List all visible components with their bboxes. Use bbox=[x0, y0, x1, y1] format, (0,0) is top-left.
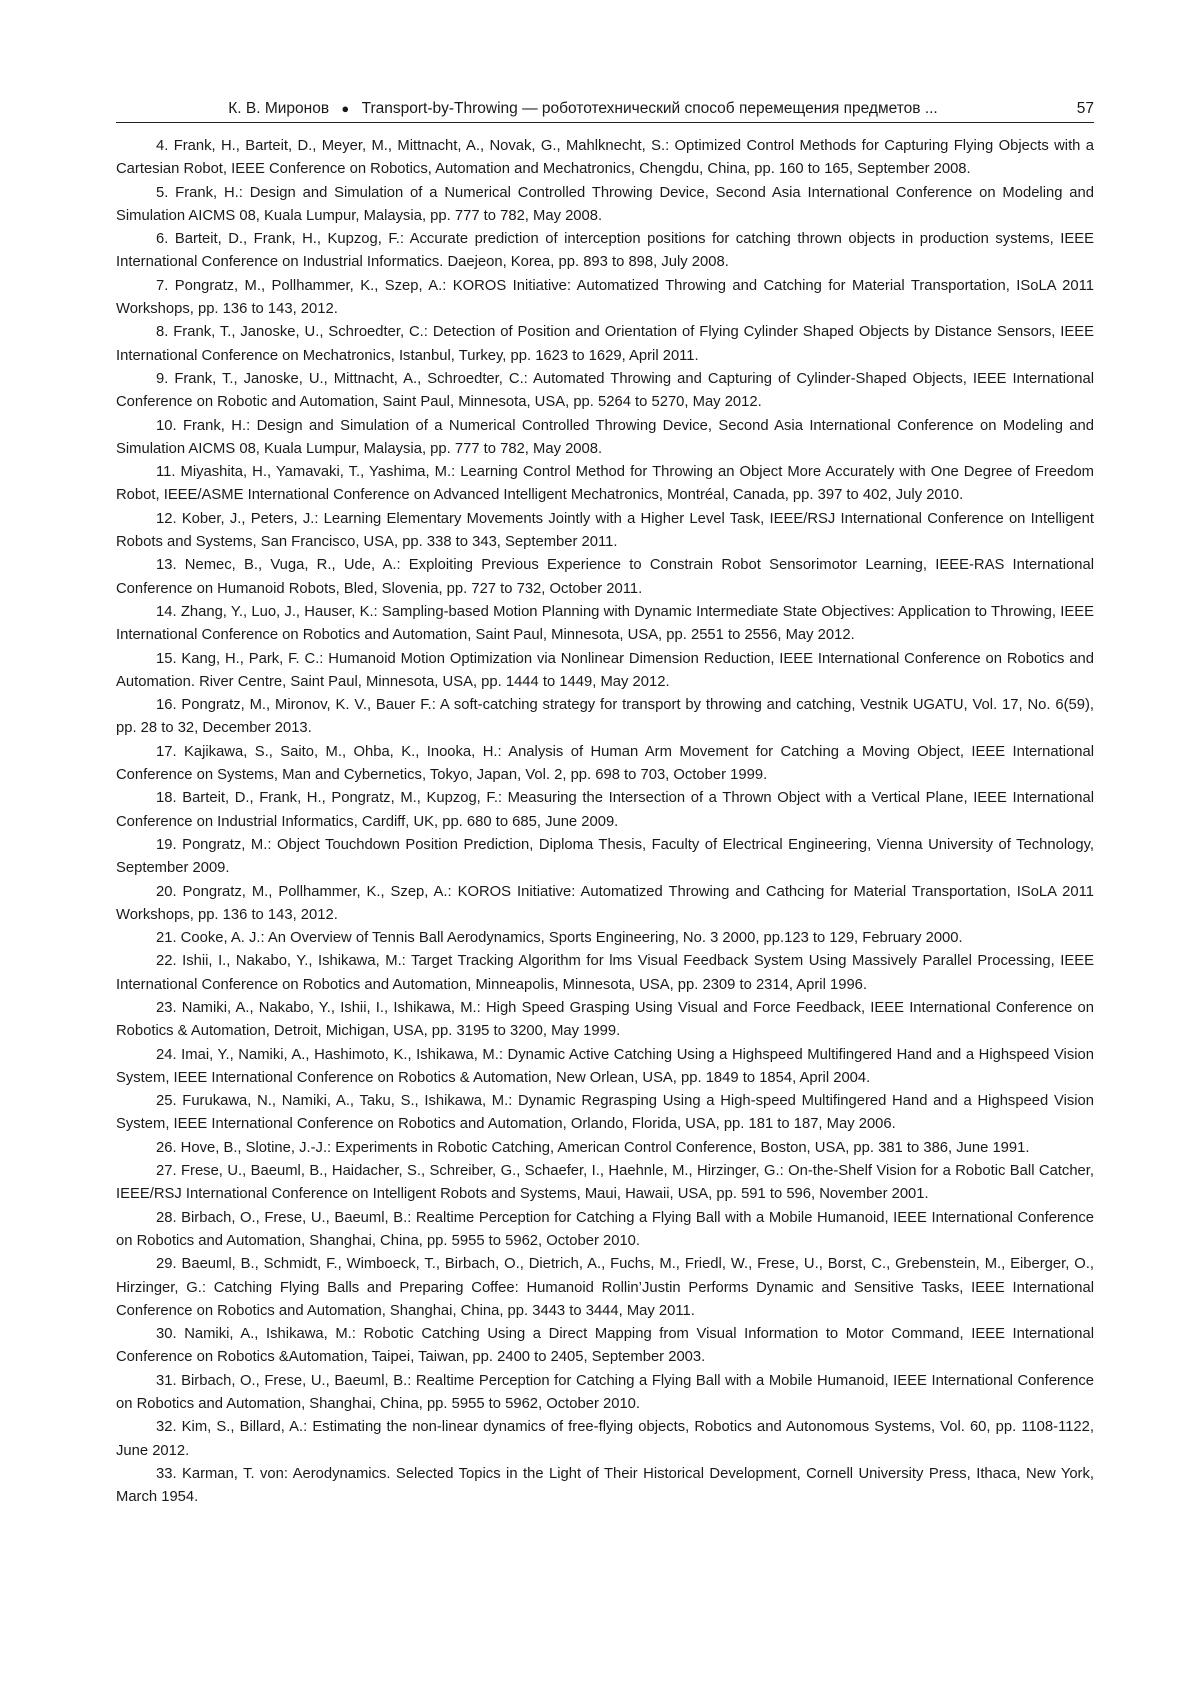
running-header bbox=[116, 98, 1094, 123]
reference-item: 29. Baeuml, B., Schmidt, F., Wimboeck, T., Birbach, O., Dietrich, A., Fuchs, M., Friedl, W., Frese, U., Borst, C., Grebenstein, M., Eiberger, O., Hirzinger, G.: Catching Flying Balls and Preparing Coffee: Humanoid Rollin’Justin Performs Dynamic and Sensitive Tasks, IEEE International Conference on Robotics and Automation, Shanghai, China, pp. 3443 to 3444, May 2011. bbox=[116, 1256, 1094, 1319]
header-bullet: ● bbox=[341, 101, 350, 116]
reference-list bbox=[116, 135, 1094, 1510]
reference-item: 26. Hove, B., Slotine, J.-J.: Experiments in Robotic Catching, American Control Conference, Boston, USA, pp. 381 to 386, June 1991. bbox=[156, 1139, 1030, 1156]
reference-item: 23. Namiki, A., Nakabo, Y., Ishii, I., Ishikawa, M.: High Speed Grasping Using Visual and Force Feedback, IEEE International Conference on Robotics & Automation, Detroit, Michigan, USA, pp. 3195 to 3200, May 1999. bbox=[116, 999, 1094, 1040]
header-title: Transport-by-Throwing — робототехнический способ перемещения предметов ... bbox=[361, 100, 938, 117]
reference-item: 5. Frank, H.: Design and Simulation of a Numerical Controlled Throwing Device, Second Asia International Conference on Modeling and Simulation AICMS 08, Kuala Lumpur, Malaysia, pp. 777 to 782, May 2008. bbox=[116, 184, 1094, 224]
reference-item: 6. Barteit, D., Frank, H., Kupzog, F.: Accurate prediction of interception positions for catching thrown objects in production systems, IEEE International Conference on Industrial Informatics. Daejeon, Korea, pp. 893 to 898, July 2008. bbox=[116, 231, 1094, 271]
reference-item: 19. Pongratz, M.: Object Touchdown Position Prediction, Diploma Thesis, Faculty of Electrical Engineering, Vienna University of Technology, September 2009. bbox=[116, 836, 1094, 877]
reference-item: 24. Imai, Y., Namiki, A., Hashimoto, K., Ishikawa, M.: Dynamic Active Catching Using a Highspeed Multifingered Hand and a Highspeed Vision System, IEEE International Conference on Robotics & Automation, New Orlean, USA, pp. 1849 to 1854, April 2004. bbox=[116, 1046, 1094, 1086]
reference-item: 30. Namiki, A., Ishikawa, M.: Robotic Catching Using a Direct Mapping from Visual Information to Motor Command, IEEE International Conference on Robotics &Automation, Taipei, Taiwan, pp. 2400 to 2405, September 2003. bbox=[116, 1326, 1094, 1366]
reference-item: 11. Miyashita, H., Yamavaki, T., Yashima, M.: Learning Control Method for Throwing an Object More Accurately with One Degree of Freedom Robot, IEEE/ASME International Conference on Advanced Intelligent Mechatronics, Montréal, Canada, pp. 397 to 402, July 2010. bbox=[116, 464, 1094, 504]
reference-item: 9. Frank, T., Janoske, U., Mittnacht, A., Schroedter, C.: Automated Throwing and Capturing of Cylinder-Shaped Objects, IEEE International Conference on Robotic and Automation, Saint Paul, Minnesota, USA, pp. 5264 to 5270, May 2012. bbox=[116, 370, 1094, 411]
journal-page bbox=[116, 98, 1094, 1510]
reference-item: 20. Pongratz, M., Pollhammer, K., Szep, A.: KOROS Initiative: Automatized Throwing and Cathcing for Material Transportation, ISoLA 2011 Workshops, pp. 136 to 143, 2012. bbox=[116, 883, 1094, 923]
page-number: 57 bbox=[1076, 100, 1094, 117]
reference-item: 7. Pongratz, M., Pollhammer, K., Szep, A.: KOROS Initiative: Automatized Throwing and Catching for Material Transportation, ISoLA 2011 Workshops, pp. 136 to 143, 2012. bbox=[116, 277, 1094, 318]
reference-item: 10. Frank, H.: Design and Simulation of a Numerical Controlled Throwing Device, Second Asia International Conference on Modeling and Simulation AICMS 08, Kuala Lumpur, Malaysia, pp. 777 to 782, May 2008. bbox=[116, 417, 1094, 457]
reference-item: 4. Frank, H., Barteit, D., Meyer, M., Mittnacht, A., Novak, G., Mahlknecht, S.: Optimized Control Methods for Capturing Flying Objects with a Cartesian Robot, IEEE Conference on Robotics, Automation and Mechatronics, Chengdu, China, pp. 160 to 165, September 2008. bbox=[116, 138, 1094, 178]
reference-item: 25. Furukawa, N., Namiki, A., Taku, S., Ishikawa, M.: Dynamic Regrasping Using a High-speed Multifingered Hand and a Highspeed Vision System, IEEE International Conference on Robotics and Automation, Orlando, Florida, USA, pp. 181 to 187, May 2006. bbox=[116, 1093, 1094, 1133]
reference-item: 33. Karman, T. von: Aerodynamics. Selected Topics in the Light of Their Historical Development, Cornell University Press, Ithaca, New York, March 1954. bbox=[116, 1465, 1094, 1506]
reference-item: 13. Nemec, B., Vuga, R., Ude, A.: Exploiting Previous Experience to Constrain Robot Sensorimotor Learning, IEEE-RAS International Conference on Humanoid Robots, Bled, Slovenia, pp. 727 to 732, October 2011. bbox=[116, 557, 1094, 597]
reference-item: 28. Birbach, O., Frese, U., Baeuml, B.: Realtime Perception for Catching a Flying Ball with a Mobile Humanoid, IEEE International Conference on Robotics and Automation, Shanghai, China, pp. 5955 to 5962, October 2010. bbox=[116, 1209, 1094, 1249]
reference-item: 14. Zhang, Y., Luo, J., Hauser, K.: Sampling-based Motion Planning with Dynamic Intermediate State Objectives: Application to Throwing, IEEE International Conference on Robotics and Automation, Saint Paul, Minnesota, USA, pp. 2551 to 2556, May 2012. bbox=[116, 603, 1094, 644]
reference-item: 17. Kajikawa, S., Saito, M., Ohba, K., Inooka, H.: Analysis of Human Arm Movement for Catching a Moving Object, IEEE International Conference on Systems, Man and Cybernetics, Tokyo, Japan, Vol. 2, pp. 698 to 703, October 1999. bbox=[116, 743, 1094, 784]
header-title-line bbox=[116, 98, 1050, 120]
reference-item: 22. Ishii, I., Nakabo, Y., Ishikawa, M.: Target Tracking Algorithm for lms Visual Feedback System Using Massively Parallel Processing, IEEE International Conference on Robotics and Automation, Minneapolis, Minnesota, USA, pp. 2309 to 2314, April 1996. bbox=[116, 953, 1094, 993]
reference-item: 18. Barteit, D., Frank, H., Pongratz, M., Kupzog, F.: Measuring the Intersection of a Thrown Object with a Vertical Plane, IEEE International Conference on Industrial Informatics, Cardiff, UK, pp. 680 to 685, June 2009. bbox=[116, 790, 1094, 830]
reference-item: 16. Pongratz, M., Mironov, K. V., Bauer F.: A soft-catching strategy for transport by throwing and catching, Vestnik UGATU, Vol. 17, No. 6(59), pp. 28 to 32, December 2013. bbox=[116, 697, 1094, 737]
reference-item: 31. Birbach, O., Frese, U., Baeuml, B.: Realtime Perception for Catching a Flying Ball with a Mobile Humanoid, IEEE International Conference on Robotics and Automation, Shanghai, China, pp. 5955 to 5962, October 2010. bbox=[116, 1372, 1094, 1413]
header-author: К. В. Миронов bbox=[228, 100, 330, 117]
reference-item: 12. Kober, J., Peters, J.: Learning Elementary Movements Jointly with a Higher Level Task, IEEE/RSJ International Conference on Intelligent Robots and Systems, San Francisco, USA, pp. 338 to 343, September 2011. bbox=[116, 510, 1094, 551]
reference-item: 8. Frank, T., Janoske, U., Schroedter, C.: Detection of Position and Orientation of Flying Cylinder Shaped Objects by Distance Sensors, IEEE International Conference on Mechatronics, Istanbul, Turkey, pp. 1623 to 1629, April 2011. bbox=[116, 324, 1094, 364]
reference-item: 32. Kim, S., Billard, A.: Estimating the non-linear dynamics of free-flying objects, Robotics and Autonomous Systems, Vol. 60, pp. 1108-1122, June 2012. bbox=[116, 1419, 1094, 1459]
reference-item: 21. Cooke, A. J.: An Overview of Tennis Ball Aerodynamics, Sports Engineering, No. 3 2000, pp.123 to 129, February 2000. bbox=[156, 930, 963, 947]
reference-item: 15. Kang, H., Park, F. C.: Humanoid Motion Optimization via Nonlinear Dimension Reduction, IEEE International Conference on Robotics and Automation. River Centre, Saint Paul, Minnesota, USA, pp. 1444 to 1449, May 2012. bbox=[116, 650, 1094, 690]
reference-item: 27. Frese, U., Baeuml, B., Haidacher, S., Schreiber, G., Schaefer, I., Haehnle, M., Hirzinger, G.: On-the-Shelf Vision for a Robotic Ball Catcher, IEEE/RSJ International Conference on Intelligent Robots and Systems, Maui, Hawaii, USA, pp. 591 to 596, November 2001. bbox=[116, 1163, 1094, 1203]
